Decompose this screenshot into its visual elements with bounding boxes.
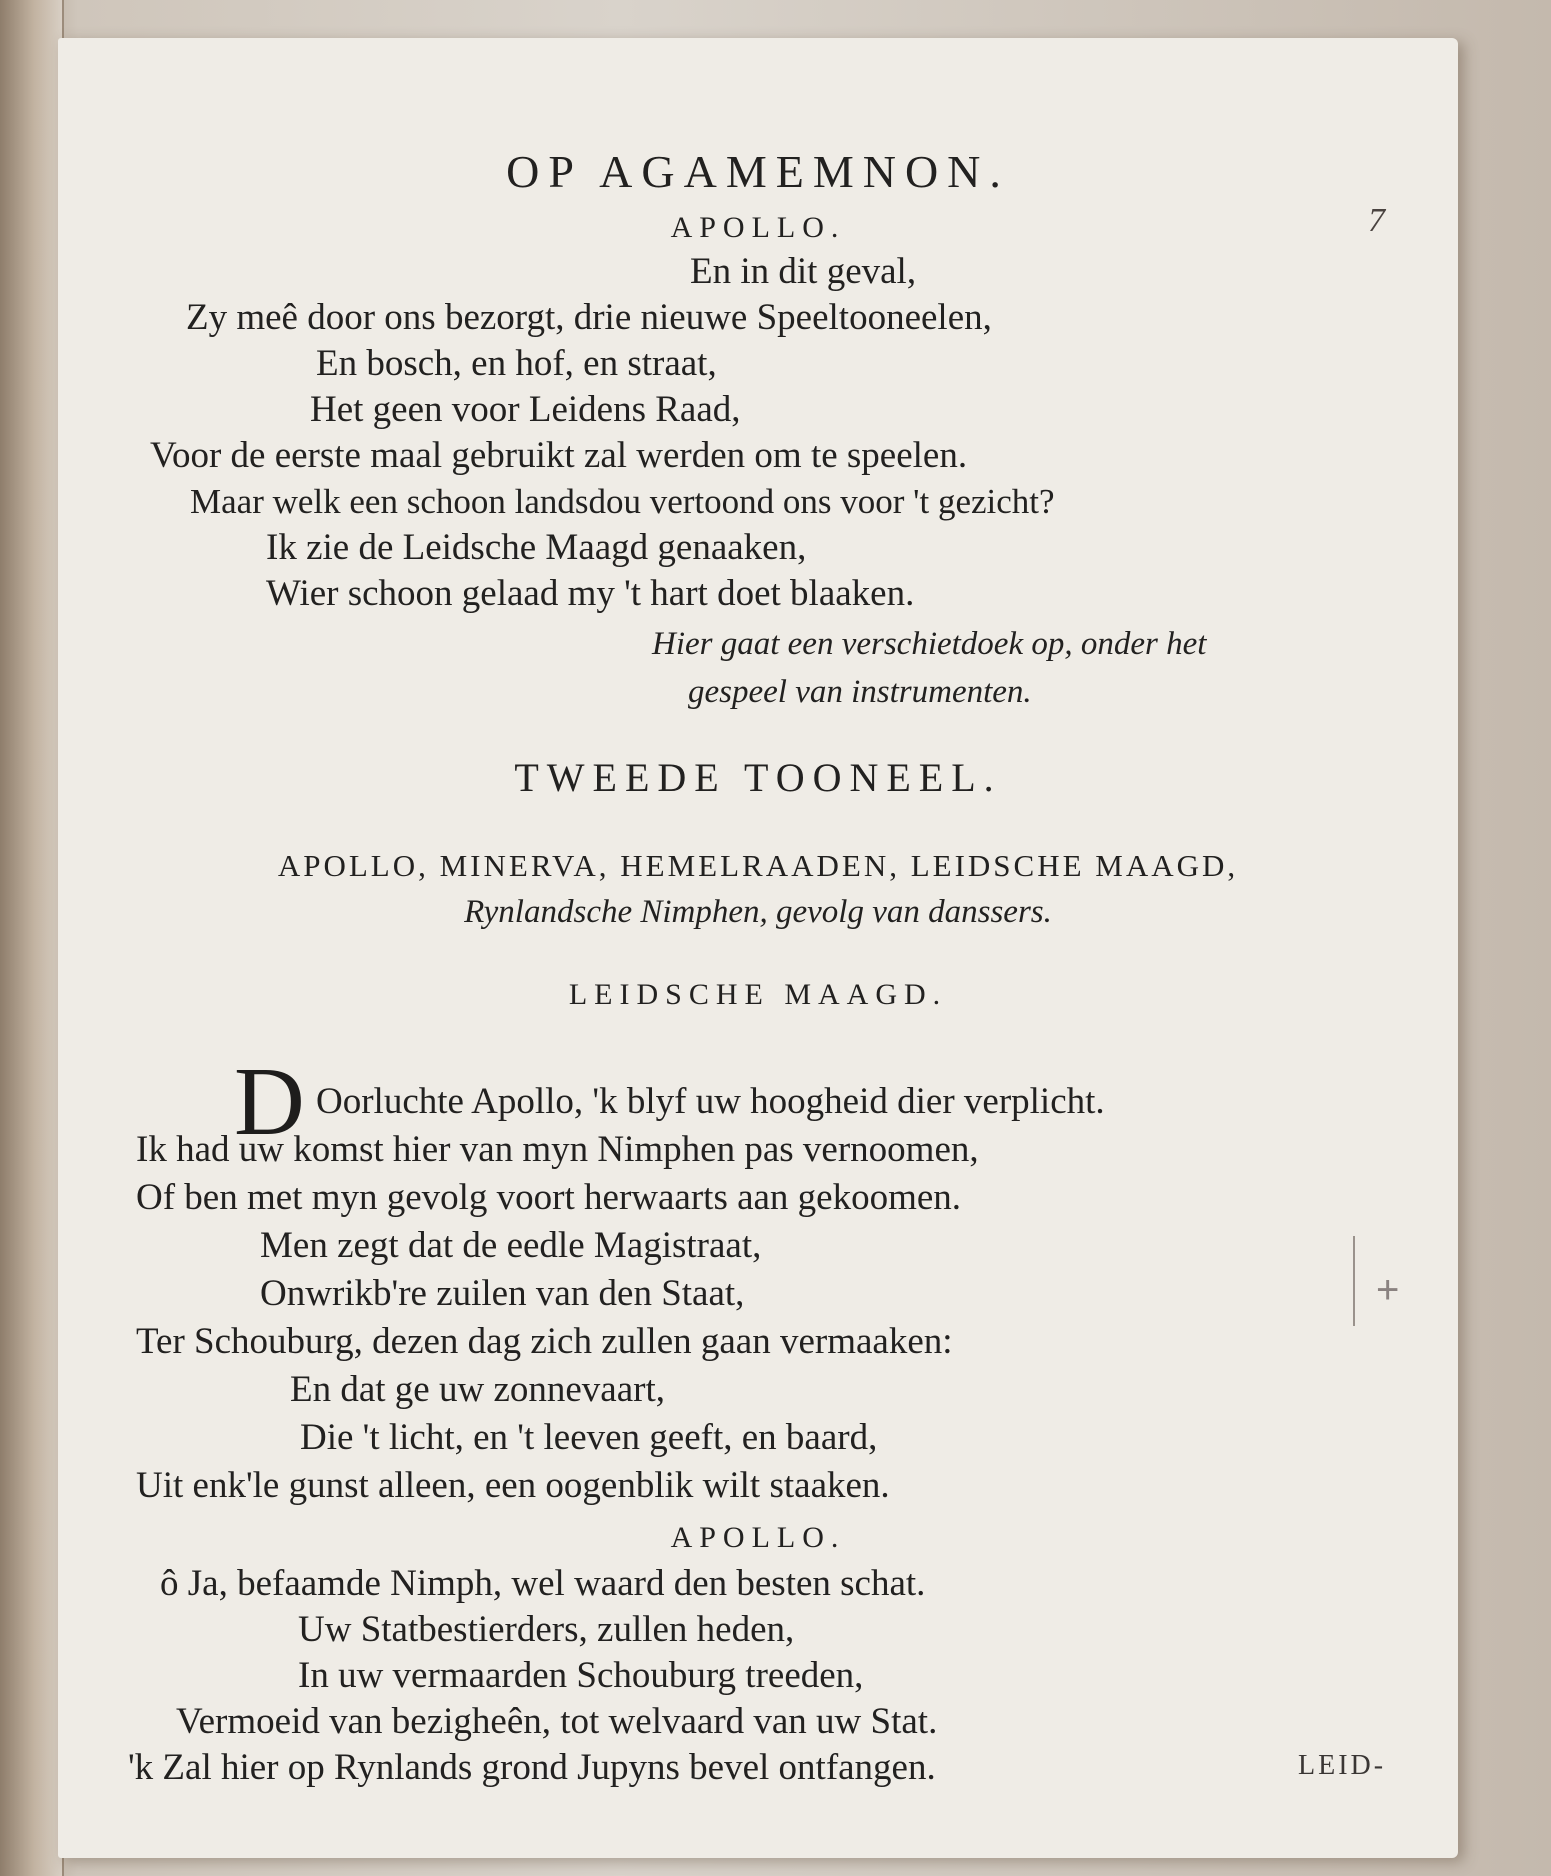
speaker-label-apollo: APOLLO. (670, 211, 846, 244)
verse-line: Ter Schouburg, dezen dag zich zullen gaan vermaaken: (136, 1321, 953, 1362)
stage-direction: Hier gaat een verschietdoek op, onder het (652, 626, 1207, 662)
verse-line: Zy meê door ons bezorgt, drie nieuwe Speeltooneelen, (186, 297, 992, 338)
margin-plus-mark: + (1376, 1268, 1400, 1312)
catchword: LEID- (1298, 1750, 1387, 1781)
cast-list-continued: Rynlandsche Nimphen, gevolg van danssers. (464, 894, 1052, 930)
verse-line: ô Ja, befaamde Nimph, wel waard den besten schat. (160, 1563, 926, 1604)
book-spine (0, 0, 64, 1876)
book-page (58, 38, 1458, 1858)
verse-line: Uit enk'le gunst alleen, een oogenblik wilt staaken. (136, 1465, 890, 1506)
verse-line: Vermoeid van bezigheên, tot welvaard van uw Stat. (176, 1701, 938, 1742)
verse-line: Ik had uw komst hier van myn Nimphen pas vernoomen, (136, 1129, 979, 1170)
page-number: 7 (1368, 202, 1385, 239)
verse-line: Het geen voor Leidens Raad, (310, 389, 741, 430)
verse-line: Die 't licht, en 't leeven geeft, en baard, (300, 1417, 878, 1458)
verse-line: Oorluchte Apollo, 'k blyf uw hoogheid dier verplicht. (316, 1081, 1105, 1122)
verse-line: Maar welk een schoon landsdou vertoond ons voor 't gezicht? (190, 482, 1055, 521)
cast-list: APOLLO, MINERVA, HEMELRAADEN, LEIDSCHE MAAGD, (277, 848, 1239, 883)
verse-line: In uw vermaarden Schouburg treeden, (298, 1655, 864, 1696)
verse-line: Onwrikb're zuilen van den Staat, (260, 1273, 745, 1314)
stage-direction: gespeel van instrumenten. (688, 674, 1032, 710)
verse-line: En dat ge uw zonnevaart, (290, 1369, 665, 1410)
verse-line: Voor de eerste maal gebruikt zal werden om te speelen. (150, 435, 968, 476)
verse-line: En in dit geval, (690, 251, 917, 292)
verse-line: Of ben met myn gevolg voort herwaarts aan gekoomen. (136, 1177, 962, 1218)
page-title: OP AGAMEMNON. (506, 146, 1010, 197)
verse-line: 'k Zal hier op Rynlands grond Jupyns bevel ontfangen. (128, 1747, 936, 1788)
verse-line: Wier schoon gelaad my 't hart doet blaaken. (266, 573, 915, 614)
drop-capital: D (234, 1048, 305, 1156)
verse-line: En bosch, en hof, en straat, (316, 343, 717, 384)
speaker-label-leidsche-maagd: LEIDSCHE MAAGD. (568, 978, 948, 1011)
margin-bracket (1353, 1236, 1355, 1326)
verse-line: Men zegt dat de eedle Magistraat, (260, 1225, 762, 1266)
speaker-label-apollo: APOLLO. (670, 1521, 846, 1554)
verse-line: Ik zie de Leidsche Maagd genaaken, (266, 527, 807, 568)
verse-line: Uw Statbestierders, zullen heden, (298, 1609, 795, 1650)
scene-heading: TWEEDE TOONEEL. (514, 755, 1002, 800)
